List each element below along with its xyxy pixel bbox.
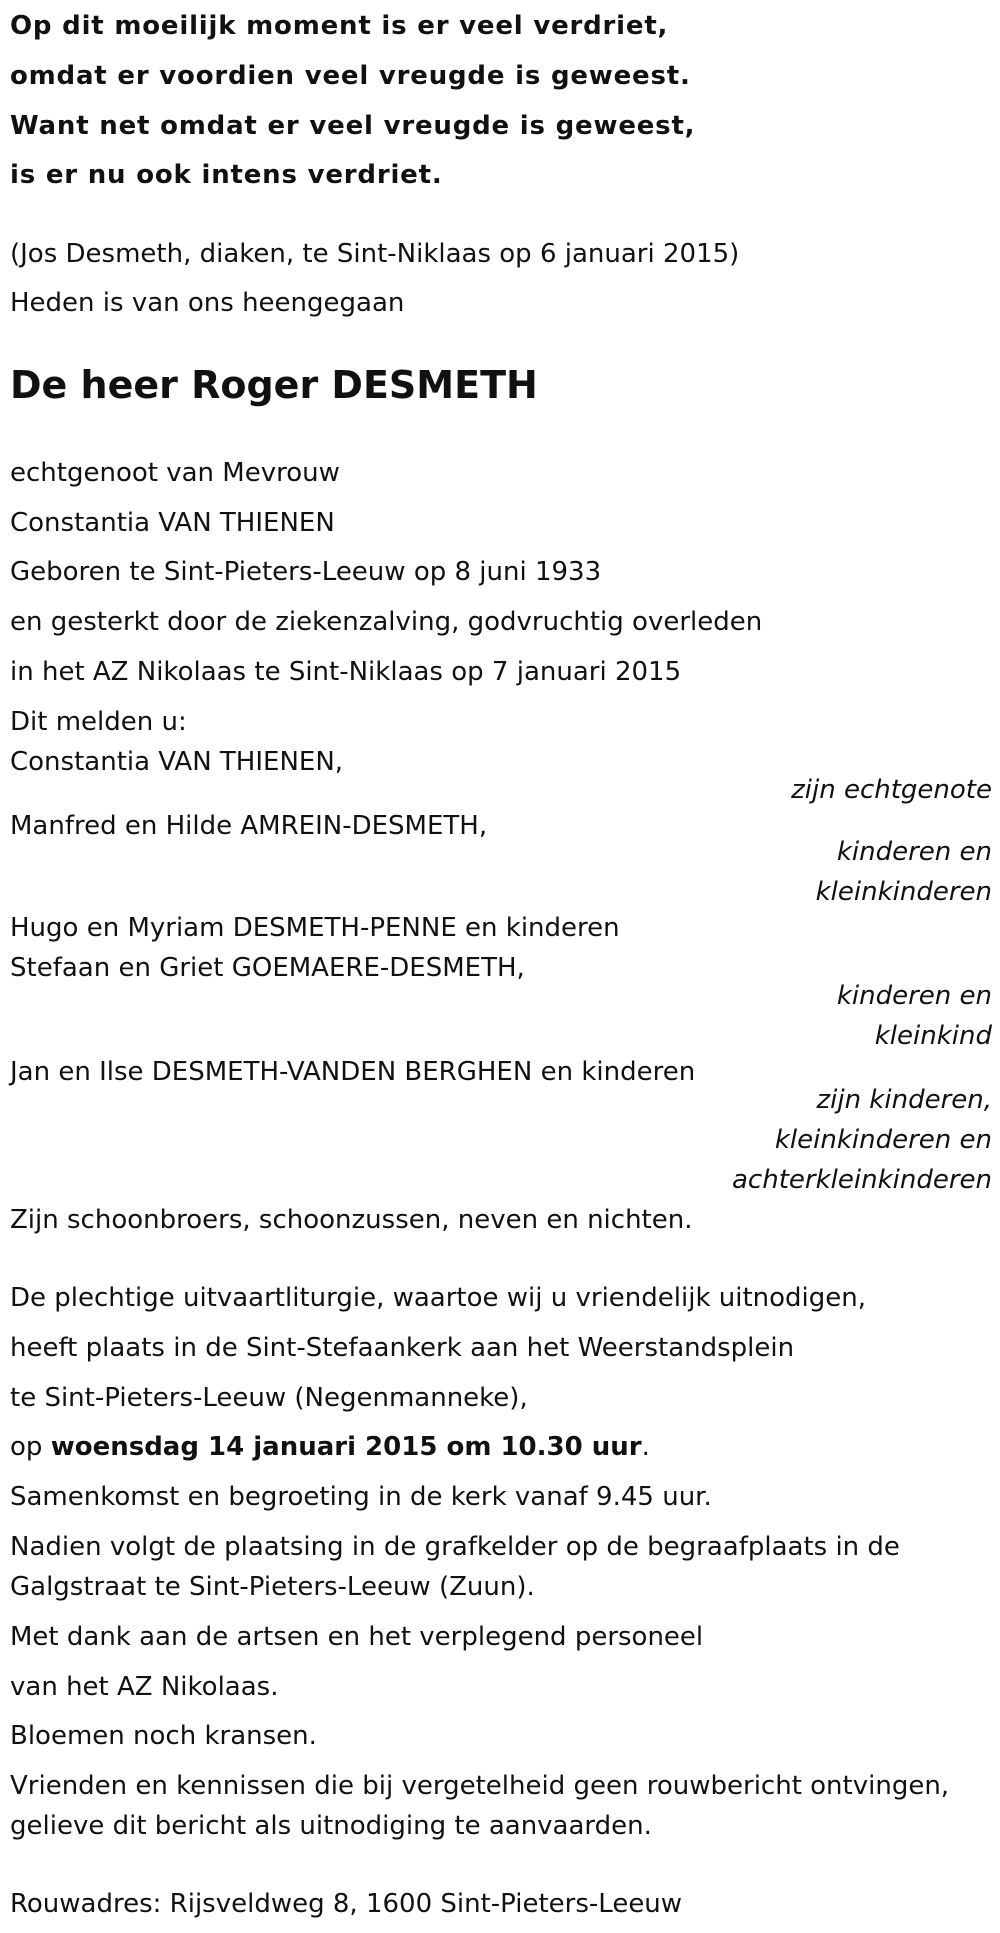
poem-line: Op dit moeilijk moment is er veel verdriet,: [10, 11, 669, 41]
detail-line: Geboren te Sint-Pieters-Leeuw op 8 juni 1933: [10, 557, 602, 587]
funeral-line: te Sint-Pieters-Leeuw (Negenmanneke),: [10, 1383, 528, 1413]
funeral-line: De plechtige uitvaartliturgie, waartoe wij u vriendelijk uitnodigen,: [10, 1283, 867, 1313]
announced-by: Dit melden u:: [10, 707, 187, 737]
family-member: Manfred en Hilde AMREIN-DESMETH,: [10, 811, 488, 841]
quote-source: (Jos Desmeth, diaken, te Sint-Niklaas op 6 januari 2015): [10, 239, 740, 269]
family-role: kinderen en: [836, 837, 992, 867]
family-member: Hugo en Myriam DESMETH-PENNE en kinderen: [10, 913, 620, 943]
poem-line: omdat er voordien veel vreugde is geweest.: [10, 61, 691, 91]
burial-line: Galgstraat te Sint-Pieters-Leeuw (Zuun).: [10, 1572, 535, 1602]
mourning-address: Rouwadres: Rijsveldweg 8, 1600 Sint-Pieters-Leeuw: [10, 1889, 683, 1919]
family-role: zijn kinderen,: [816, 1085, 992, 1115]
invitation-line: gelieve dit bericht als uitnodiging te aanvaarden.: [10, 1811, 652, 1841]
extended-family: Zijn schoonbroers, schoonzussen, neven en nichten.: [10, 1205, 693, 1235]
funeral-line: heeft plaats in de Sint-Stefaankerk aan het Weerstandsplein: [10, 1333, 795, 1363]
poem-line: Want net omdat er veel vreugde is geweest,: [10, 111, 696, 141]
family-member: Jan en Ilse DESMETH-VANDEN BERGHEN en kinderen: [10, 1057, 696, 1087]
detail-line: Constantia VAN THIENEN: [10, 508, 335, 538]
detail-line: echtgenoot van Mevrouw: [10, 458, 340, 488]
family-role: kleinkinderen en: [774, 1125, 992, 1155]
thanks-line: van het AZ Nikolaas.: [10, 1672, 279, 1702]
flowers-note: Bloemen noch kransen.: [10, 1721, 317, 1751]
invitation-line: Vrienden en kennissen die bij vergetelheid geen rouwbericht ontvingen,: [10, 1771, 950, 1801]
family-role: kleinkinderen: [815, 877, 992, 907]
family-role: kinderen en: [836, 981, 992, 1011]
funeral-date-suffix: .: [641, 1432, 650, 1462]
detail-line: in het AZ Nikolaas te Sint-Niklaas op 7 januari 2015: [10, 657, 682, 687]
thanks-line: Met dank aan de artsen en het verplegend personeel: [10, 1622, 704, 1652]
family-role: achterkleinkinderen: [732, 1165, 992, 1195]
intro-text: Heden is van ons heengegaan: [10, 288, 405, 318]
family-role: zijn echtgenote: [791, 775, 992, 805]
burial-line: Nadien volgt de plaatsing in de grafkelder op de begraafplaats in de: [10, 1532, 900, 1562]
gathering-text: Samenkomst en begroeting in de kerk vanaf 9.45 uur.: [10, 1482, 712, 1512]
deceased-name: De heer Roger DESMETH: [10, 363, 538, 407]
funeral-date: woensdag 14 januari 2015 om 10.30 uur: [50, 1432, 642, 1462]
family-role: kleinkind: [874, 1021, 992, 1051]
detail-line: en gesterkt door de ziekenzalving, godvruchtig overleden: [10, 607, 763, 637]
poem-line: is er nu ook intens verdriet.: [10, 160, 443, 190]
family-member: Stefaan en Griet GOEMAERE-DESMETH,: [10, 953, 525, 983]
funeral-date-line: [10, 1427, 650, 1467]
funeral-date-prefix: op: [10, 1432, 43, 1462]
family-member: Constantia VAN THIENEN,: [10, 747, 344, 777]
